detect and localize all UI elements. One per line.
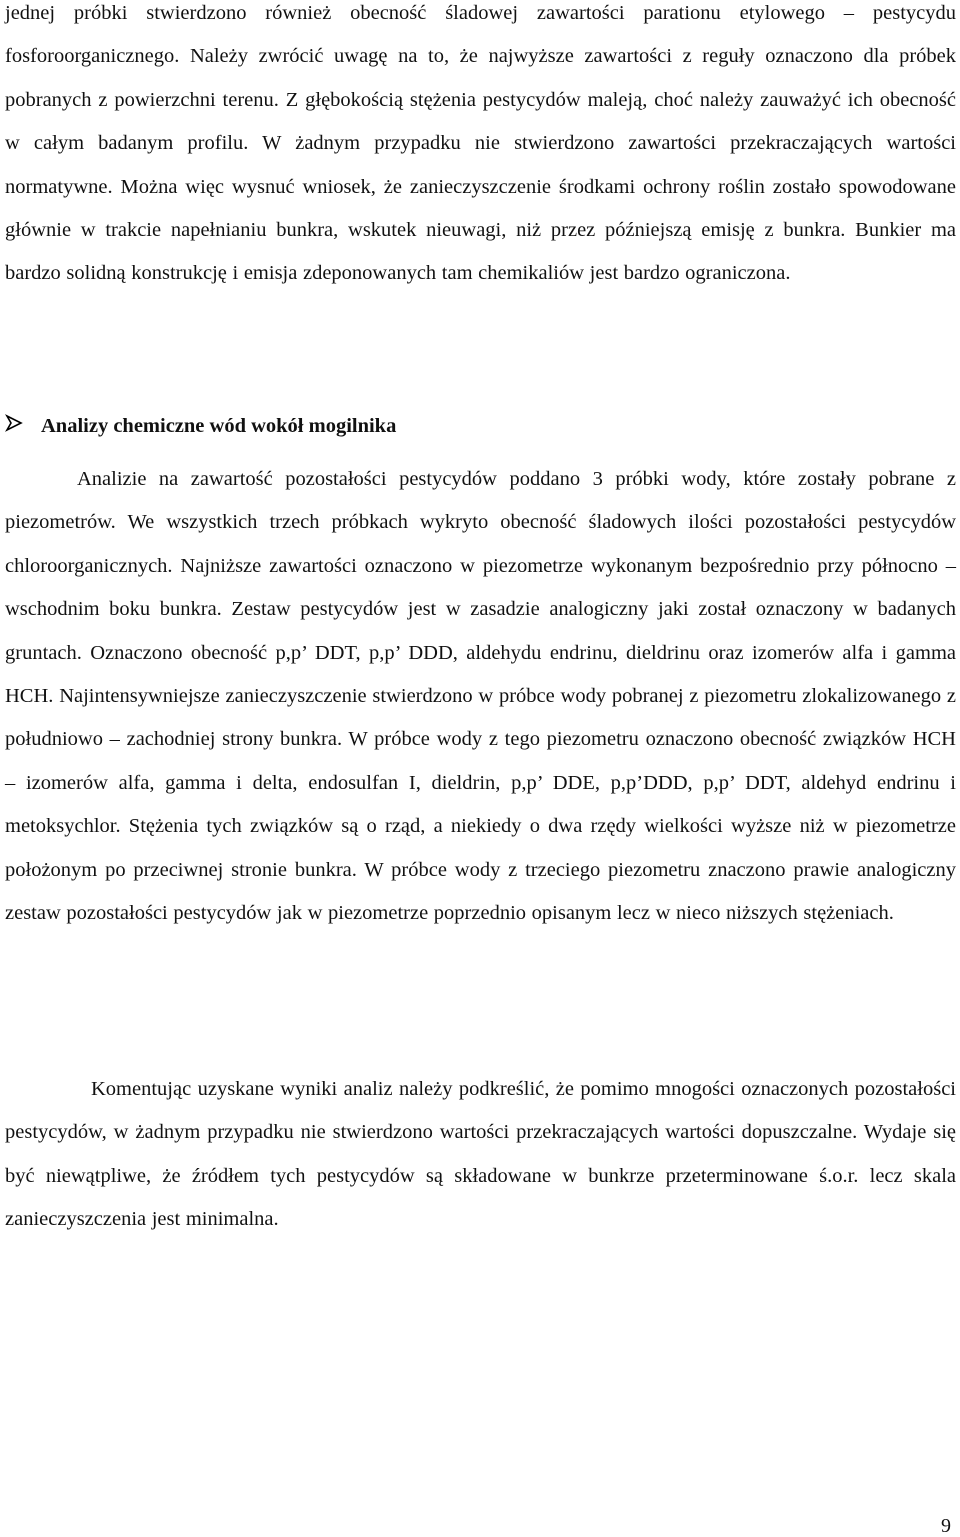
section-heading (5, 405, 956, 448)
arrow-bullet-icon (5, 405, 41, 448)
paragraph-conclusion: Komentując uzyskane wyniki analiz należy podkreślić, że pomimo mnogości oznaczonych pozostałości pestycydów, w żadnym przypadku nie stwierdzono wartości przekraczających wartości dopuszczalne. Wydaje się być niewątpliwe, że źródłem tych pestycydów są składowane w bunkrze przeterminowane ś.o.r. lecz skala zanieczyszczenia jest minimalna. (5, 1078, 956, 1231)
paragraph-soil-findings: jednej próbki stwierdzono również obecność śladowej zawartości parationu etylowego – pestycydu fosforoorganicznego. Należy zwrócić uwagę na to, że najwyższe zawartości z reguły oznaczono dla próbek pobranych z powierzchni terenu. Z głębokością stężenia pestycydów maleją, choć należy zauważyć ich obecność w całym badanym profilu. W żadnym przypadku nie stwierdzono zawartości przekraczających wartości normatywne. Można więc wysnuć wniosek, że zanieczyszczenie środkami ochrony roślin zostało spowodowane głównie w trakcie napełnianiu bunkra, wskutek nieuwagi, niż przez późniejszą emisję z bunkra. Bunkier ma bardzo solidną konstrukcję i emisja zdeponowanych tam chemikaliów jest bardzo ograniczona. (5, 2, 956, 285)
page-number: 9 (941, 1515, 951, 1537)
paragraph-water-analysis: Analizie na zawartość pozostałości pestycydów poddano 3 próbki wody, które zostały pobrane z piezometrów. We wszystkich trzech próbkach wykryto obecność śladowych ilości pozostałości pestycydów chloroorganicznych. Najniższe zawartości oznaczono w piezometrze wykonanym bezpośrednio przy północno – wschodnim boku bunkra. Zestaw pestycydów jest w zasadzie analogiczny jaki został oznaczony w badanych gruntach. Oznaczono obecność p,p’ DDT, p,p’ DDD, aldehydu endrinu, dieldrinu oraz izomerów alfa i gamma HCH. Najintensywniejsze zanieczyszczenie stwierdzono w próbce wody pobranej z piezometru zlokalizowanego z południowo – zachodniej strony bunkra. W próbce wody z tego piezometru oznaczono obecność związków HCH – izomerów alfa, gamma i delta, endosulfan I, dieldrin, p,p’ DDE, p,p’DDD, p,p’ DDT, aldehyd endrinu i metoksychlor. Stężenia tych związków są o rząd, a niekiedy o dwa rzędy wielkości wyższe niż w piezometrze położonym po przeciwnej stronie bunkra. W próbce wody z trzeciego piezometru znaczono prawie analogiczny zestaw pozostałości pestycydów jak w piezometrze poprzednio opisanym lecz w nieco niższych stężeniach. (5, 468, 956, 925)
arrow-bullet-svg (5, 414, 23, 432)
section-heading-text: Analizy chemiczne wód wokół mogilnika (41, 415, 397, 437)
